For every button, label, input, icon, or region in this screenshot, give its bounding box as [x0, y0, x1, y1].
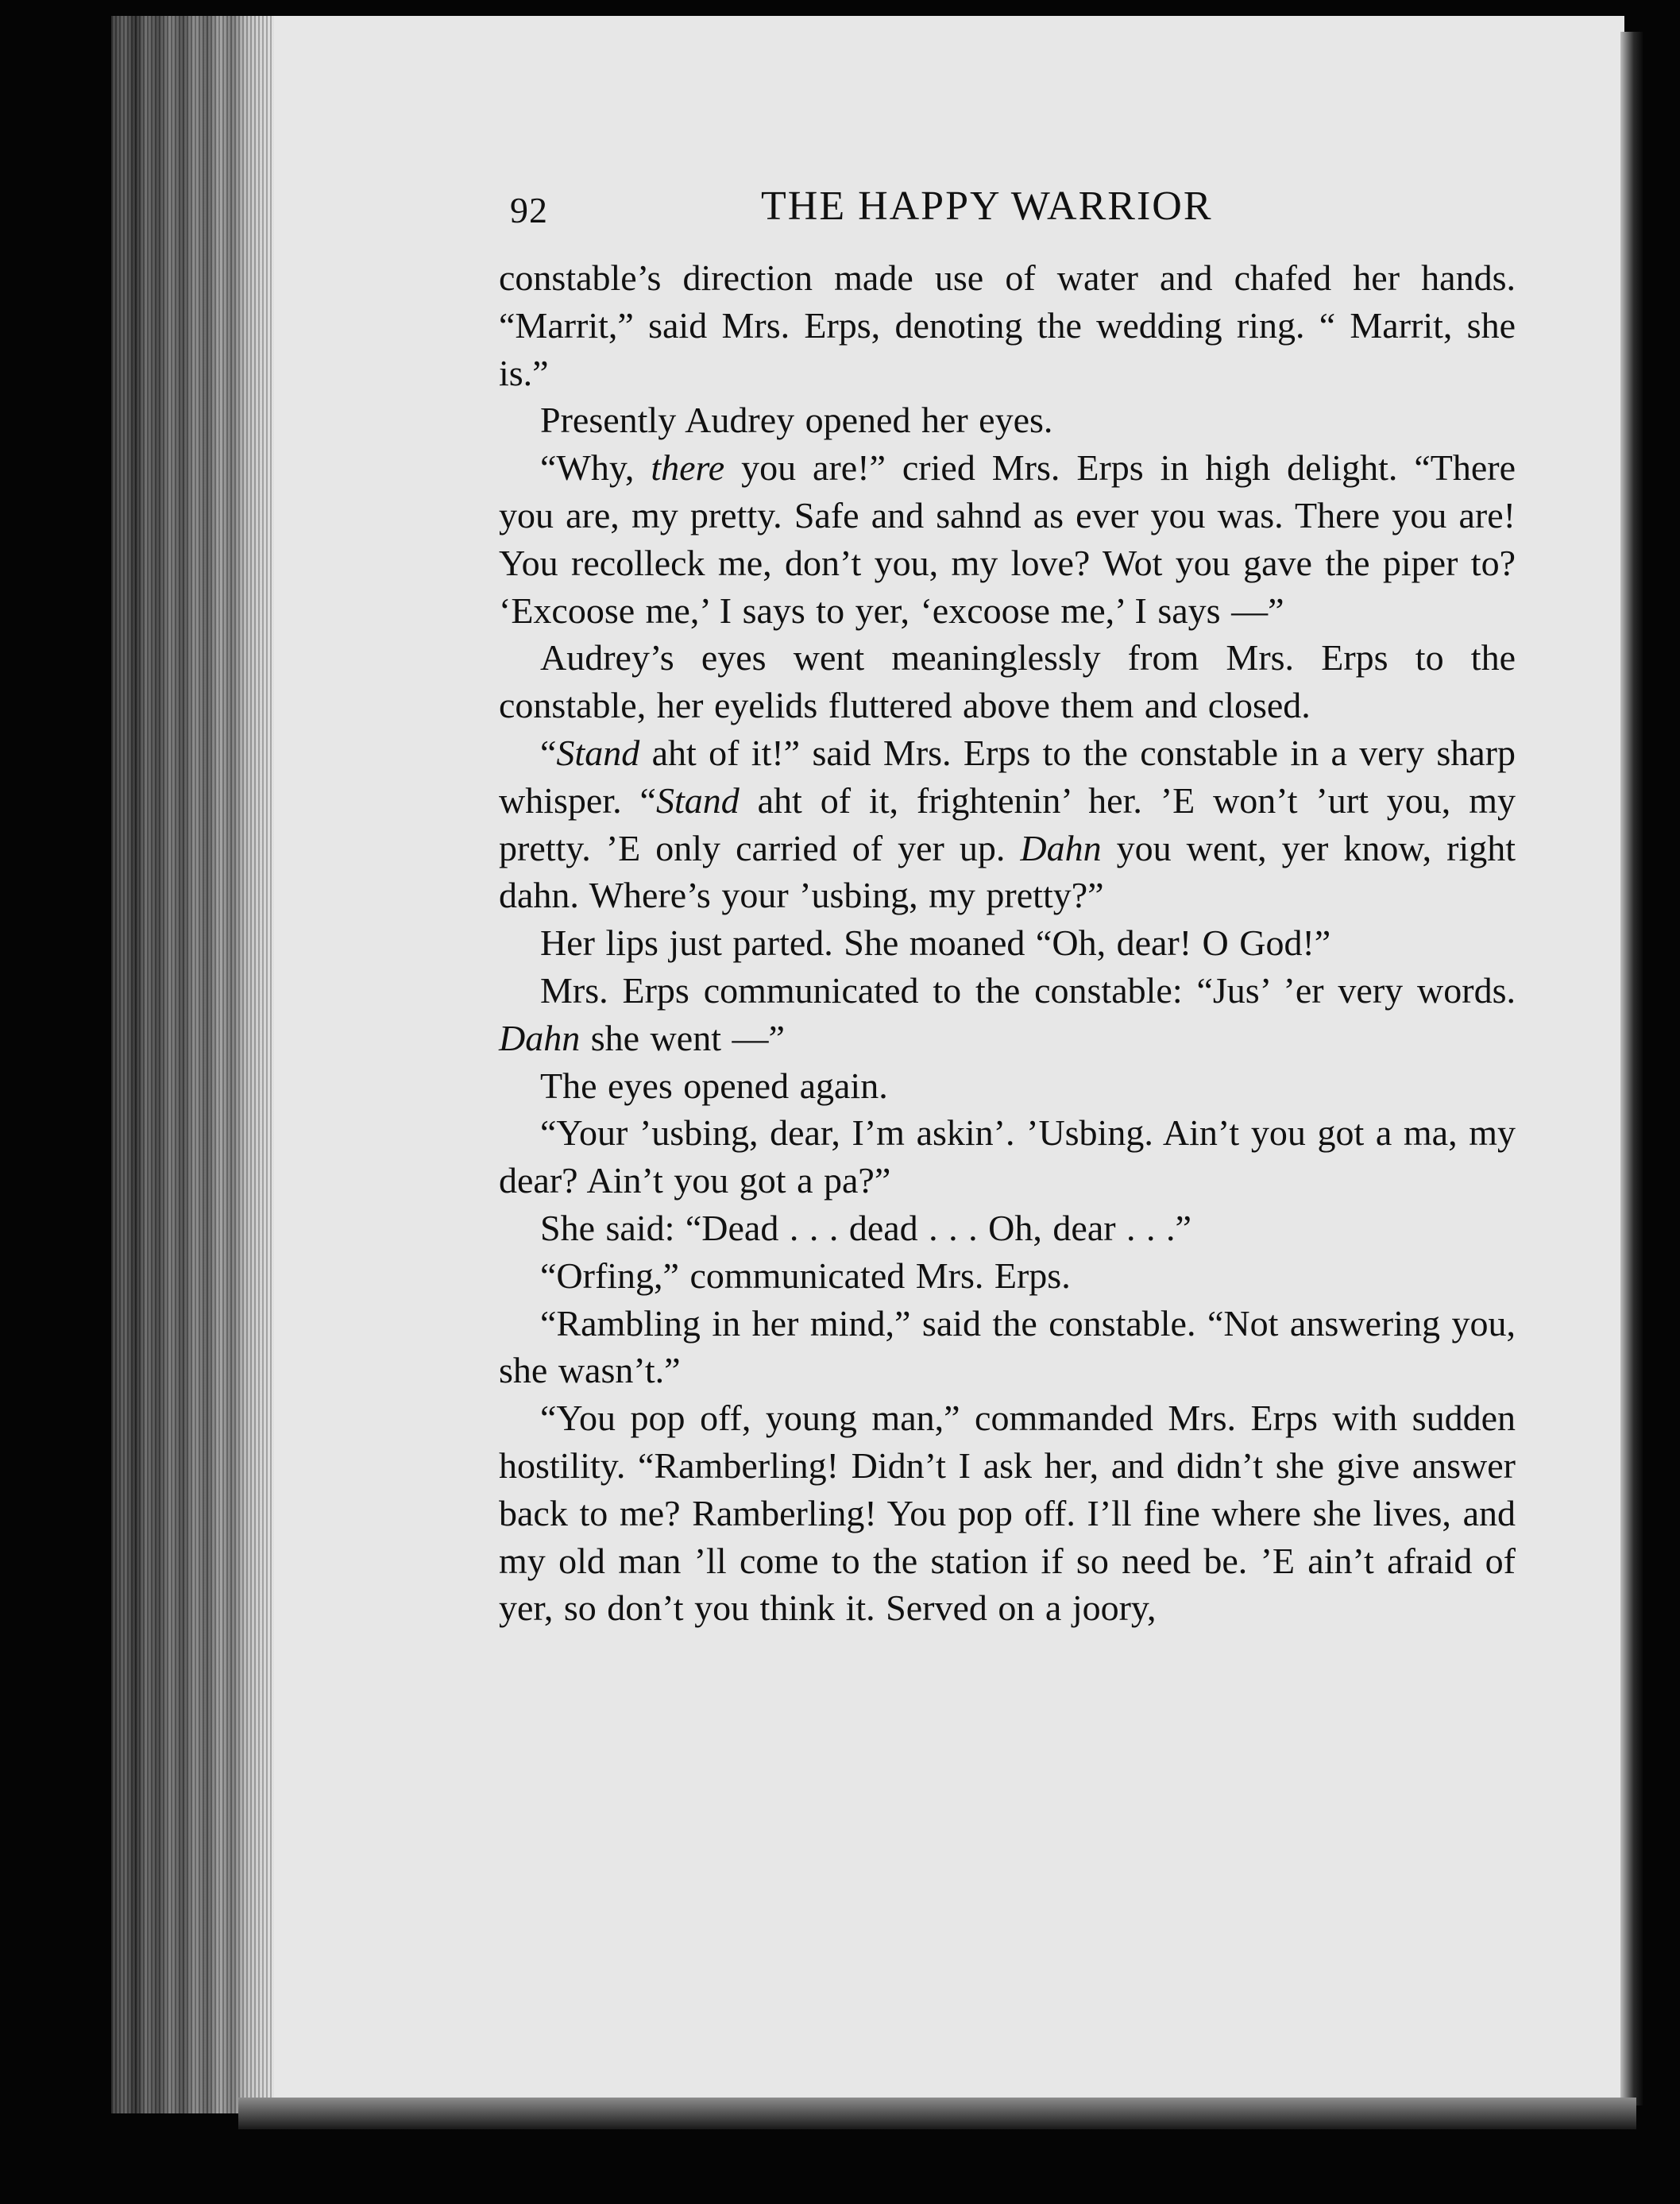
- paragraph: [499, 919, 1516, 967]
- paragraph: [499, 1394, 1516, 1632]
- text-run: she went —”: [580, 1017, 785, 1058]
- paragraph: [499, 729, 1516, 919]
- text-run: She said: “Dead . . . dead . . . Oh, dear . . .”: [540, 1207, 1191, 1248]
- text-run: “Your ’usbing, dear, I’m askin’. ’Usbing. Ain’t you got a ma, my dear? Ain’t you got a pa?”: [499, 1112, 1516, 1201]
- italic-text: Stand: [655, 779, 740, 821]
- paragraph: [499, 254, 1516, 396]
- text-run: “Rambling in her mind,” said the constable. “Not answering you, she wasn’t.”: [499, 1302, 1516, 1391]
- text-run: “Orfing,” communicated Mrs. Erps.: [540, 1255, 1071, 1296]
- text-run: Audrey’s eyes went meaninglessly from Mrs. Erps to the constable, her eyelids fluttered above them and closed.: [499, 637, 1516, 726]
- page-stack-edge: [111, 16, 286, 2113]
- text-run: “Why,: [540, 447, 651, 489]
- text-run: Mrs. Erps communicated to the constable: “Jus’ ’er very words.: [540, 969, 1516, 1011]
- text-run: constable’s direction made use of water and chafed her hands. “Marrit,” said Mrs. Erps, denoting the wedding ring. “ Marrit, she is.”: [499, 257, 1516, 393]
- italic-text: Dahn: [499, 1017, 581, 1058]
- text-run: “You pop off, young man,” commanded Mrs. Erps with sudden hostility. “Ramberling! Didn’t I ask her, and didn’t she give answer back to me? Ramberling! You pop off. I’ll fine where she lives, and my old man ’ll come to the station if so need be. ’E ain’t afraid of yer, so don’t you think it. Served on a joory,: [499, 1398, 1516, 1629]
- text-run: The eyes opened again.: [540, 1065, 888, 1106]
- text-run: aht of it!” said Mrs. Erps to the constable in a very sharp whisper. “: [499, 732, 1516, 821]
- italic-text: Stand: [556, 732, 640, 773]
- text-run: you are!” cried Mrs. Erps in high delight. “There you are, my pretty. Safe and sahnd as ever you was. There you are! You recolleck me, don’t you, my love? Wot you gave the piper to? ‘Excoose me,’ I says to yer, ‘excoose me,’ I says —”: [499, 447, 1516, 631]
- text-run: Her lips just parted. She moaned “Oh, dear! O God!”: [540, 922, 1331, 964]
- paragraph: [499, 1109, 1516, 1204]
- text-run: aht of it, frightenin’ her. ’E won’t ’urt you, my pretty. ’E only carried of yer up.: [499, 779, 1516, 868]
- text-run: you went, yer know, right dahn. Where’s your ’usbing, my pretty?”: [499, 827, 1516, 916]
- paragraph: [499, 1252, 1516, 1300]
- paragraph: [499, 634, 1516, 729]
- text-run: Presently Audrey opened her eyes.: [540, 400, 1053, 441]
- page-bottom-shadow: [238, 2098, 1636, 2129]
- paragraph: [499, 967, 1516, 1062]
- page-number: 92: [510, 190, 548, 230]
- running-title: THE HAPPY WARRIOR: [761, 184, 1213, 229]
- paragraph: [499, 444, 1516, 634]
- italic-text: there: [651, 447, 725, 489]
- running-head: [499, 183, 1516, 254]
- paragraph: [499, 1204, 1516, 1252]
- paragraph: [499, 1062, 1516, 1110]
- text-run: “: [540, 732, 557, 773]
- page-gutter-edge: [1620, 32, 1643, 2105]
- italic-text: Dahn: [1020, 827, 1102, 868]
- body-text: [499, 254, 1516, 1632]
- paragraph: [499, 1300, 1516, 1395]
- paragraph: [499, 396, 1516, 444]
- text-block: [499, 183, 1516, 1632]
